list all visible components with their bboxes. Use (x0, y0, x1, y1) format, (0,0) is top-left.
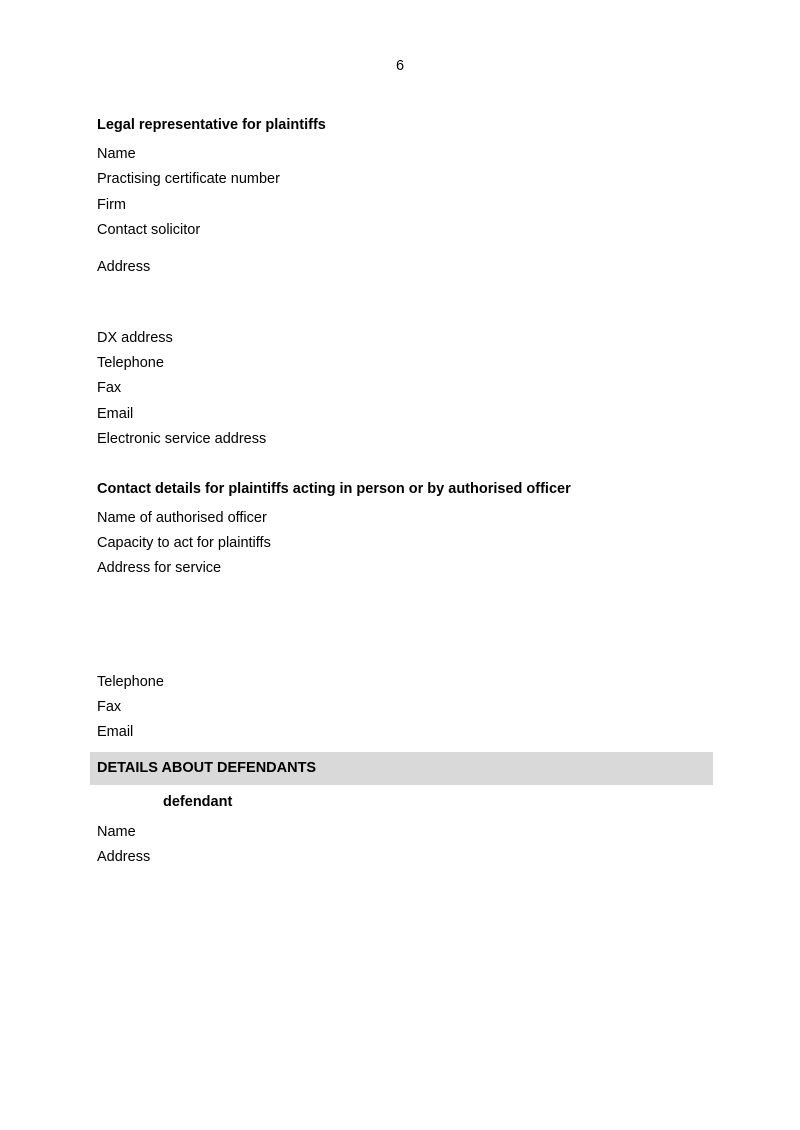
field-label-address-for-service: Address for service (97, 560, 222, 576)
field-label-plaintiff-fax: Fax (97, 699, 122, 715)
defendants-section-title: DETAILS ABOUT DEFENDANTS (97, 760, 317, 776)
field-label-authorised-officer-name: Name of authorised officer (97, 510, 267, 526)
field-label-capacity: Capacity to act for plaintiffs (97, 535, 271, 551)
field-label-firm: Firm (97, 197, 126, 213)
field-label-dx-address: DX address (97, 330, 173, 346)
plaintiffs-in-person-heading: Contact details for plaintiffs acting in person or by authorised officer (97, 481, 571, 497)
field-label-address: Address (97, 259, 151, 275)
defendant-subheading: defendant (163, 794, 233, 810)
field-label-plaintiff-telephone: Telephone (97, 674, 164, 690)
field-label-practising-certificate: Practising certificate number (97, 171, 280, 187)
field-label-defendant-address: Address (97, 849, 151, 865)
field-label-telephone: Telephone (97, 355, 164, 371)
field-label-name: Name (97, 146, 136, 162)
field-label-plaintiff-email: Email (97, 724, 134, 740)
field-label-electronic-service-address: Electronic service address (97, 431, 267, 447)
legal-representative-heading: Legal representative for plaintiffs (97, 117, 326, 133)
defendants-section-band (90, 752, 713, 785)
page-number: 6 (395, 58, 405, 74)
field-label-email: Email (97, 406, 134, 422)
field-label-fax: Fax (97, 380, 122, 396)
field-label-contact-solicitor: Contact solicitor (97, 222, 201, 238)
field-label-defendant-name: Name (97, 824, 136, 840)
